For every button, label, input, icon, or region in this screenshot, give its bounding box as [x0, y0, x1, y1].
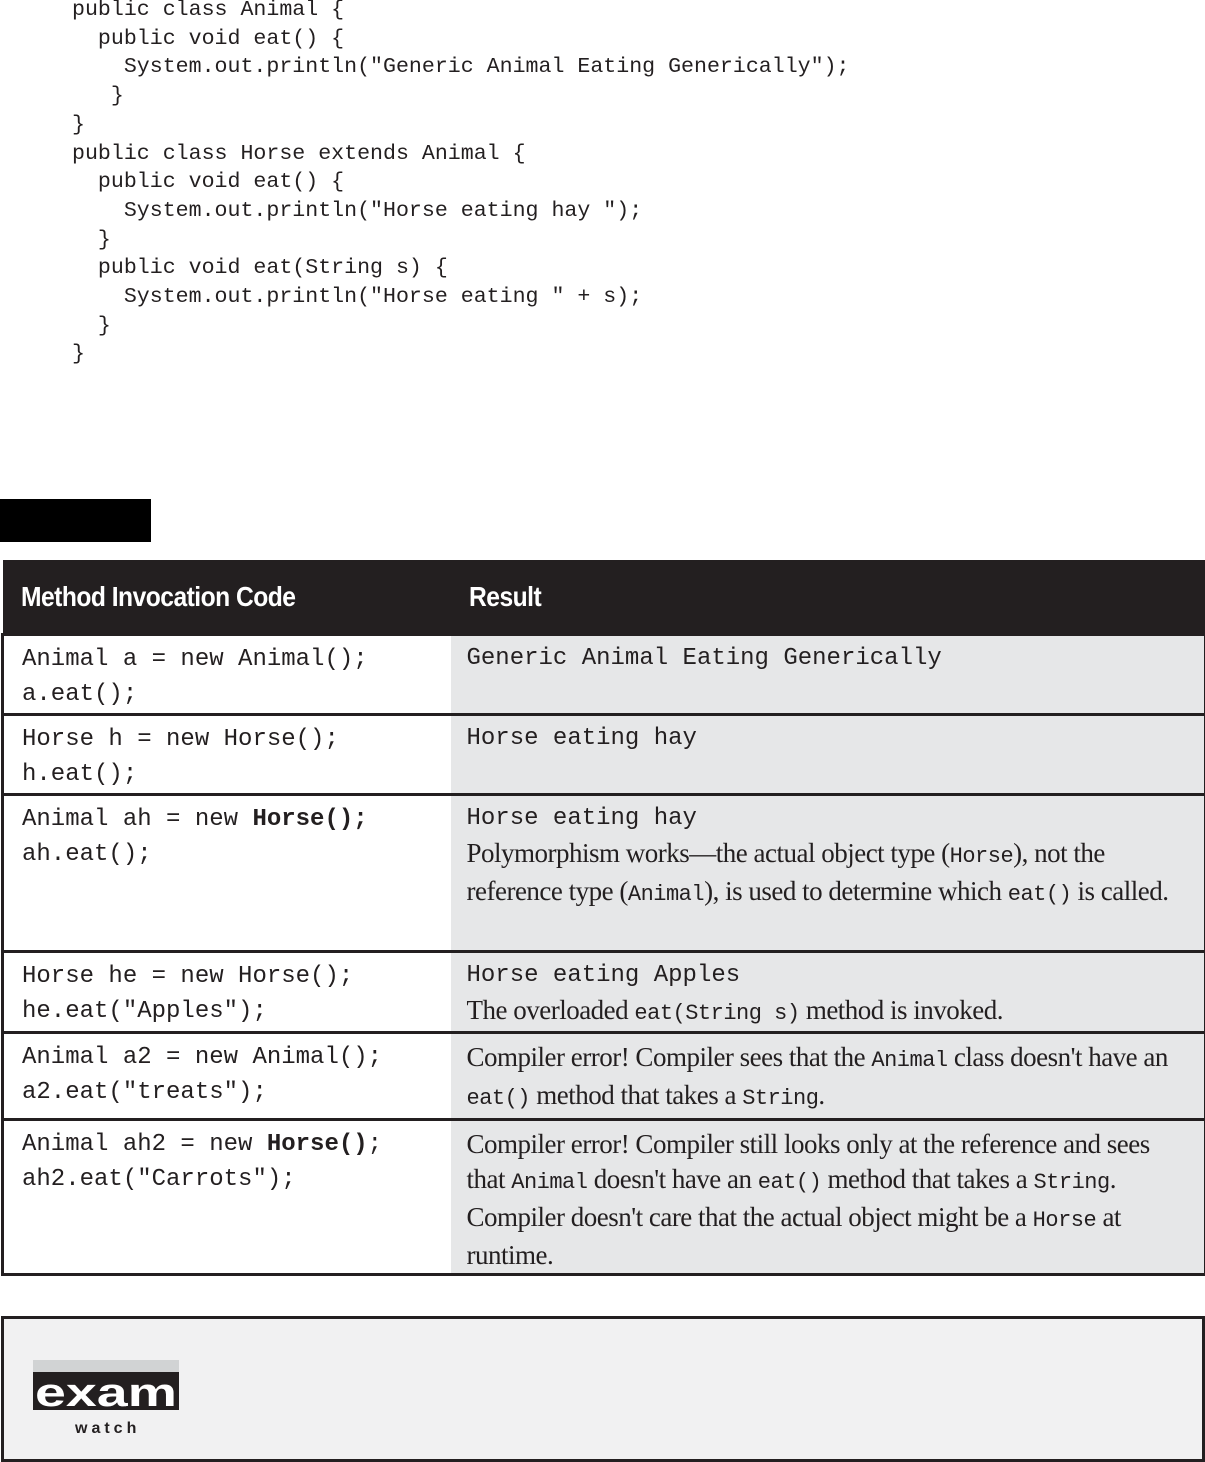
code-line: public class Animal {: [72, 0, 850, 25]
code-line: a2.eat("treats");: [22, 1075, 433, 1110]
table-row: [3, 1032, 1205, 1119]
code-line: }: [72, 340, 850, 369]
table-row: [3, 714, 1205, 794]
result-note: Compiler error! Compiler sees that the Animal class doesn't have an eat() method that takes a String.: [467, 1040, 1187, 1116]
result-cell: [451, 634, 1205, 714]
code-cell: [3, 634, 451, 714]
code-line: Horse he = new Horse();: [22, 959, 433, 994]
code-line: Animal ah2 = new Horse();: [22, 1127, 433, 1162]
code-cell: [3, 951, 451, 1032]
code-line: public void eat(String s) {: [72, 254, 850, 283]
table-row: [3, 794, 1205, 951]
code-line: }: [72, 312, 850, 341]
result-output: Horse eating hay: [467, 802, 1187, 836]
code-line: ah.eat();: [22, 837, 433, 872]
code-line: he.eat("Apples");: [22, 994, 433, 1029]
code-line: public void eat() {: [72, 25, 850, 54]
code-line: ah2.eat("Carrots");: [22, 1162, 433, 1197]
code-cell: [3, 794, 451, 951]
header-result: Result: [451, 560, 1205, 634]
code-line: Animal a2 = new Animal();: [22, 1040, 433, 1075]
code-line: }: [72, 226, 850, 255]
code-line: Animal ah = new Horse();: [22, 802, 433, 837]
code-line: Animal a = new Animal();: [22, 642, 433, 677]
code-line: }: [72, 82, 850, 111]
code-line: public void eat() {: [72, 168, 850, 197]
table-row: [3, 951, 1205, 1032]
result-output: Generic Animal Eating Generically: [467, 642, 1187, 676]
table-row: [3, 634, 1205, 714]
code-cell: [3, 1032, 451, 1119]
code-line: System.out.println("Horse eating hay ");: [72, 197, 850, 226]
code-line: System.out.println("Horse eating " + s);: [72, 283, 850, 312]
logo-subword: watch: [74, 1420, 140, 1437]
exam-watch-logo: [33, 1360, 179, 1440]
logo-word: exam: [35, 1371, 177, 1415]
result-output: Horse eating hay: [467, 722, 1187, 756]
code-line: Horse h = new Horse();: [22, 722, 433, 757]
code-listing: [72, 0, 850, 369]
result-cell: [451, 714, 1205, 794]
exam-watch-box: [1, 1316, 1205, 1462]
result-cell: [451, 1119, 1205, 1274]
code-line: a.eat();: [22, 677, 433, 712]
method-invocation-table: [1, 560, 1205, 1276]
result-cell: [451, 1032, 1205, 1119]
result-note: The overloaded eat(String s) method is invoked.: [467, 993, 1187, 1031]
result-note: Compiler error! Compiler still looks only at the reference and sees that Animal doesn't have an eat() method that takes a String. Compiler doesn't care that the actual object might be a Horse at runtime.: [467, 1127, 1187, 1273]
table-row: [3, 1119, 1205, 1274]
code-cell: [3, 714, 451, 794]
result-output: Horse eating Apples: [467, 959, 1187, 993]
result-note: Polymorphism works—the actual object type (Horse), not the reference type (Animal), is used to determine which eat() is called.: [467, 836, 1187, 912]
code-cell: [3, 1119, 451, 1274]
table-header-row: [3, 560, 1205, 634]
result-cell: [451, 951, 1205, 1032]
header-method-invocation-code: Method Invocation Code: [3, 560, 451, 634]
result-cell: [451, 794, 1205, 951]
code-line: System.out.println("Generic Animal Eating Generically");: [72, 53, 850, 82]
table-label-bar: [0, 499, 151, 542]
code-line: public class Horse extends Animal {: [72, 140, 850, 169]
code-line: h.eat();: [22, 757, 433, 792]
code-line: }: [72, 111, 850, 140]
